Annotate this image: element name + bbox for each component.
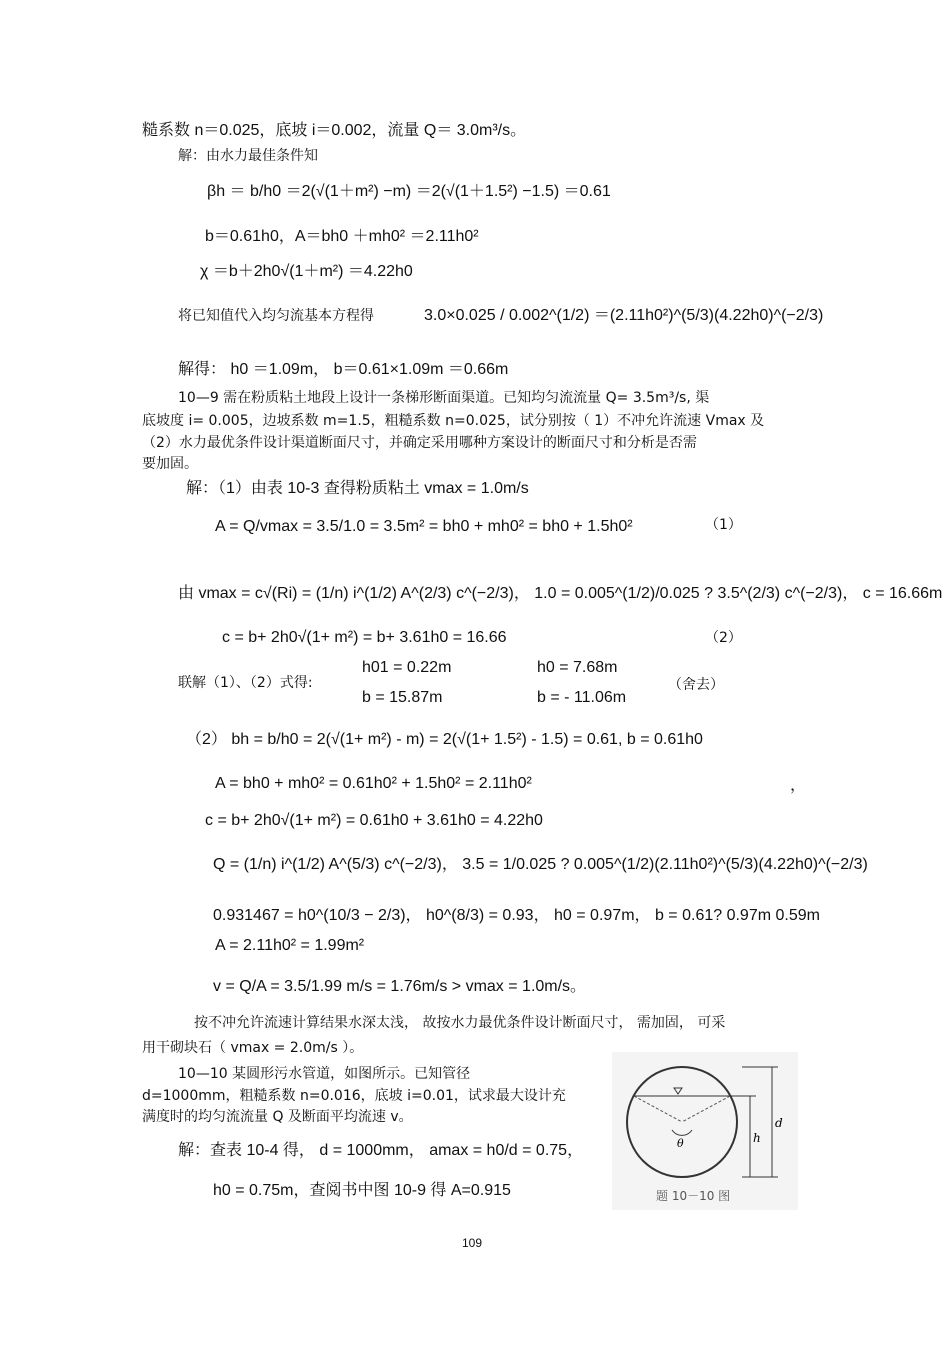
solution-10-10-step-2: h0 = 0.75m，查阅书中图 10-9 得 A=0.915: [213, 1182, 511, 1199]
solution-step-1: 解：（1）由表 10-3 查得粉质粘土 vmax = 1.0m/s: [186, 480, 529, 497]
equation-flow-substitute: Q = (1/n) i^(1/2) A^(5/3) c^(−2/3)， 3.5 = 1/0.025 ? 0.005^(1/2)(2.11h0²)^(5/3)(4.22h0)^(−2/3): [213, 856, 868, 873]
equation-area-2-comma: ，: [790, 777, 807, 794]
problem-10-9-line-2: 底坡度 i= 0.005，边坡系数 m=1.5，粗糙系数 n=0.025，试分别按（ 1）不冲允许流速 Vmax 及: [142, 413, 765, 429]
equation-area-result: A = 2.11h0² = 1.99m²: [215, 937, 365, 954]
problem-10-10-line-1: 10—10 某圆形污水管道，如图所示。已知管径: [178, 1066, 471, 1082]
solution-10-10-step-1: 解：查表 10-4 得， d = 1000mm， amax = h0/d = 0.75，: [178, 1142, 584, 1159]
problem-10-9-line-4: 要加固。: [142, 456, 198, 472]
conclusion-line-1: 按不冲允许流速计算结果水深太浅， 故按水力最优条件设计断面尺寸， 需加固， 可采: [194, 1015, 726, 1031]
equation-optimal-ratio: （2） bh = b/h0 = 2(√(1+ m²) - m) = 2(√(1+ 1.5²) - 1.5) = 0.61, b = 0.61h0: [186, 731, 703, 748]
equation-beta: βh ＝ b/h0 ＝2(√(1＋m²) −m) ＝2(√(1＋1.5²) −1.5) ＝0.61: [207, 183, 611, 200]
equation-A-velocity: A = Q/vmax = 3.5/1.0 = 3.5m² = bh0 + mh0² = bh0 + 1.5h0²: [215, 518, 633, 535]
water-level-marker-icon: [674, 1088, 682, 1094]
equation-perimeter-2: c = b+ 2h0√(1+ m²) = 0.61h0 + 3.61h0 = 4.22h0: [205, 812, 543, 829]
label-h: h: [753, 1131, 761, 1145]
equation-tag-1: （1）: [705, 517, 742, 533]
page-number: 109: [462, 1236, 483, 1250]
equation-area: b＝0.61h0，A＝bh0 ＋mh0² ＝2.11h0²: [205, 228, 479, 245]
equation-basic-flow: 3.0×0.025 / 0.002^(1/2) ＝(2.11h0²)^(5/3)(4.22h0)^(−2/3): [424, 307, 824, 324]
equation-tag-2: （2）: [705, 630, 742, 646]
root-2-width: b = - 11.06m: [537, 689, 627, 706]
equation-chezy: 由 vmax = c√(Ri) = (1/n) i^(1/2) A^(2/3) c^(−2/3)， 1.0 = 0.005^(1/2)/0.025 ? 3.5^(2/3) c^(−2/3)， c = 16.66m: [178, 585, 943, 602]
radius-left-line: [634, 1096, 682, 1122]
root-discard-note: （舍去）: [668, 677, 724, 693]
joint-solution-label: 联解（1）、（2）式得:: [178, 675, 313, 691]
problem-10-10-line-2: d=1000mm，粗糙系数 n=0.016，底坡 i=0.01，试求最大设计充: [142, 1088, 566, 1104]
root-1-width: b = 15.87m: [362, 689, 443, 706]
pipe-cross-section-diagram: [612, 1052, 798, 1210]
equation-velocity-check: v = Q/A = 3.5/1.99 m/s = 1.76m/s > vmax = 1.0m/s。: [213, 978, 587, 995]
radius-right-line: [682, 1096, 730, 1122]
equation-area-2: A = bh0 + mh0² = 0.61h0² + 1.5h0² = 2.11h0²: [215, 775, 532, 792]
line-roughness: 糙系数 n＝0.025，底坡 i＝0.002，流量 Q＝ 3.0m³/s。: [142, 122, 527, 139]
figure-caption: 题 10－10 图: [656, 1189, 731, 1203]
problem-10-10-line-3: 满度时的均匀流流量 Q 及断面平均流速 v。: [142, 1109, 413, 1125]
problem-10-9-line-1: 10—9 需在粉质粘土地段上设计一条梯形断面渠道。已知均匀流流量 Q= 3.5m³/s, 渠: [178, 390, 710, 406]
line-solution-intro: 解：由水力最佳条件知: [178, 148, 318, 164]
equation-depth-solve: 0.931467 = h0^(10/3 − 2/3)， h0^(8/3) = 0.93， h0 = 0.97m， b = 0.61? 0.97m 0.59m: [213, 907, 820, 924]
theta-arc: [672, 1130, 692, 1135]
root-1-depth: h01 = 0.22m: [362, 659, 452, 676]
line-substitute: 将已知值代入均匀流基本方程得: [178, 308, 374, 324]
problem-10-9-line-3: （2）水力最优条件设计渠道断面尺寸，并确定采用哪种方案设计的断面尺寸和分析是否需: [142, 435, 697, 451]
line-result-1: 解得： h0 ＝1.09m， b＝0.61×1.09m ＝0.66m: [178, 361, 509, 378]
root-2-depth: h0 = 7.68m: [537, 659, 618, 676]
equation-chi: χ ＝b＋2h0√(1＋m²) ＝4.22h0: [200, 263, 413, 280]
label-theta: θ: [677, 1137, 684, 1150]
pipe-figure: [612, 1052, 798, 1210]
conclusion-line-2: 用干砌块石（ vmax = 2.0m/s ）。: [142, 1040, 364, 1056]
label-d: d: [775, 1116, 783, 1130]
equation-wetted-perimeter: c = b+ 2h0√(1+ m²) = b+ 3.61h0 = 16.66: [222, 629, 507, 646]
